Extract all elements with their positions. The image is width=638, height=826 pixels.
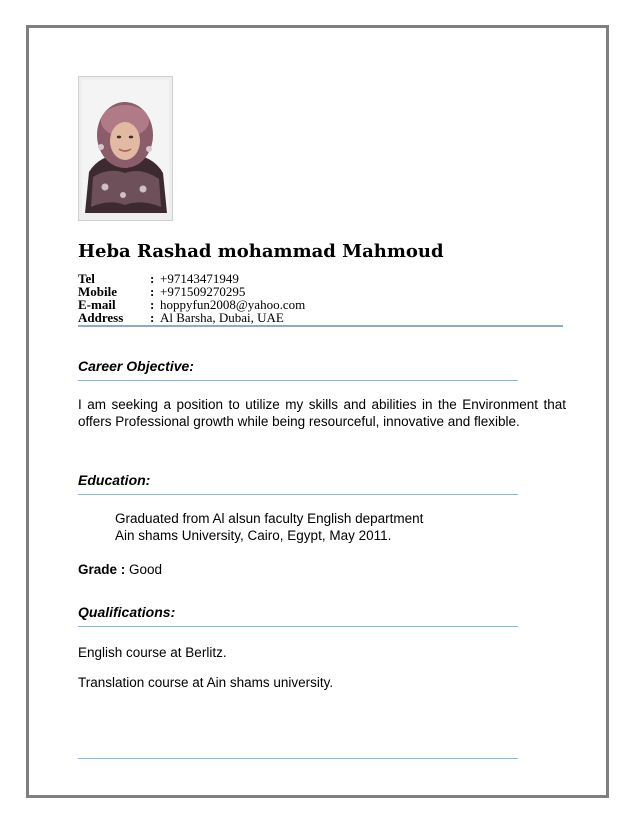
education-line: Graduated from Al alsun faculty English department [115,511,424,526]
profile-photo-image [79,77,172,220]
contact-label: Address [78,310,124,325]
contact-label: Tel [78,271,95,286]
contact-row-address [78,311,563,324]
contact-value: +971509270295 [160,284,246,299]
grade-line [78,561,162,578]
contact-colon: : [150,310,155,325]
education-divider [78,494,518,495]
contact-colon: : [150,271,155,286]
contact-colon: : [150,297,155,312]
contact-value: hoppyfun2008@yahoo.com [160,297,306,312]
career-objective-heading: Career Objective: [78,358,194,374]
career-objective-text: I am seeking a position to utilize my skills and abilities in the Environment that offers Professional growth while being resourceful, innovative and flexible. [78,397,566,429]
qualification-item: English course at Berlitz. [78,645,227,660]
contact-value: +97143471949 [160,271,239,286]
grade-value: Good [125,562,163,577]
contact-colon: : [150,284,155,299]
contact-label: Mobile [78,284,117,299]
qualifications-divider [78,626,518,627]
education-heading: Education: [78,472,151,488]
career-divider [78,380,518,381]
resume-page [26,25,609,798]
qualifications-heading: Qualifications: [78,604,176,620]
candidate-name: Heba Rashad mohammad Mahmoud [78,241,444,262]
bottom-divider [78,758,518,759]
contact-value: Al Barsha, Dubai, UAE [160,310,284,325]
education-line: Ain shams University, Cairo, Egypt, May 2011. [115,528,392,543]
grade-label: Grade : [78,562,126,577]
contact-label: E-mail [78,297,116,312]
qualification-item: Translation course at Ain shams university. [78,675,334,690]
contact-divider [78,325,563,327]
profile-photo [78,76,173,221]
contact-details [78,272,563,324]
